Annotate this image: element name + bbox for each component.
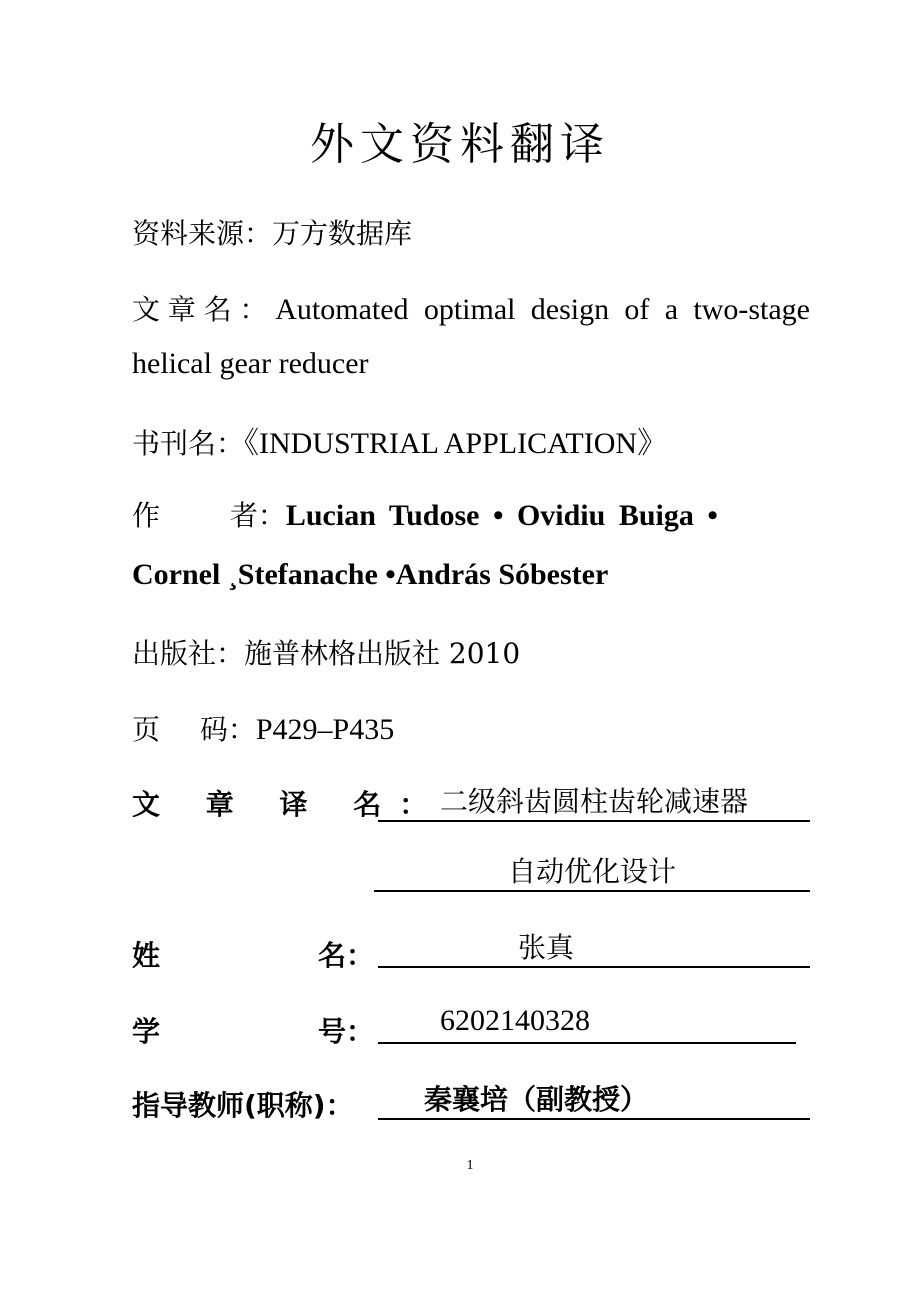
id-label-char-2: 号： xyxy=(318,1015,375,1048)
translated-title-part-2: 自动优化设计 xyxy=(507,855,676,888)
source-label: 资料来源： xyxy=(132,217,273,250)
name-value: 张真 xyxy=(518,931,575,964)
id-label-char-1: 学 xyxy=(132,1015,161,1048)
name-label-char-1: 姓 xyxy=(132,939,161,972)
page-number: 1 xyxy=(466,1158,474,1173)
advisor-field xyxy=(378,1078,810,1120)
authors-line-2 xyxy=(132,558,810,592)
advisor-label: 指导教师(职称)： xyxy=(132,1089,354,1122)
publisher-value: 施普林格出版社 2010 xyxy=(244,637,521,670)
article-line-1 xyxy=(132,288,810,328)
id-value: 6202140328 xyxy=(440,1004,590,1037)
pages-label-char-1: 页 xyxy=(132,713,161,746)
page-title: 外文资料翻译 xyxy=(310,119,610,170)
name-field xyxy=(378,926,810,968)
authors-line-1 xyxy=(132,494,810,534)
source-line xyxy=(132,212,810,252)
article-label: 文章名： xyxy=(132,293,276,326)
translated-title-field-1 xyxy=(378,780,810,822)
authors-names-1: Lucian Tudose • Ovidiu Buiga • xyxy=(285,499,718,532)
publisher-label: 出版社： xyxy=(132,637,245,670)
translated-title-field-2 xyxy=(374,850,810,892)
article-line-2 xyxy=(132,347,810,381)
source-value: 万方数据库 xyxy=(272,217,413,250)
pages-line xyxy=(132,708,810,748)
journal-line xyxy=(132,418,810,462)
translated-title-part-1: 二级斜齿圆柱齿轮减速器 xyxy=(439,785,748,818)
article-title-part-2: helical gear reducer xyxy=(132,347,369,380)
journal-value: 《INDUSTRIAL APPLICATION》 xyxy=(244,427,668,460)
publisher-line xyxy=(132,632,810,672)
authors-label-char-1: 作 xyxy=(132,499,161,532)
translated-title-label: 文 章 译 名： xyxy=(132,788,446,821)
journal-label: 书刊名： xyxy=(132,427,245,460)
advisor-value: 秦襄培（副教授） xyxy=(424,1083,649,1116)
pages-label-char-2: 码： xyxy=(199,713,256,746)
id-field xyxy=(378,1002,796,1044)
authors-names-2: Cornel ¸Stefanache •András Sóbester xyxy=(132,558,609,591)
article-title-part-1: Automated optimal design of a two-stage xyxy=(275,293,810,326)
pages-value: P429–P435 xyxy=(255,713,395,746)
name-label-char-2: 名： xyxy=(318,939,375,972)
authors-label-char-2: 者： xyxy=(229,499,286,532)
